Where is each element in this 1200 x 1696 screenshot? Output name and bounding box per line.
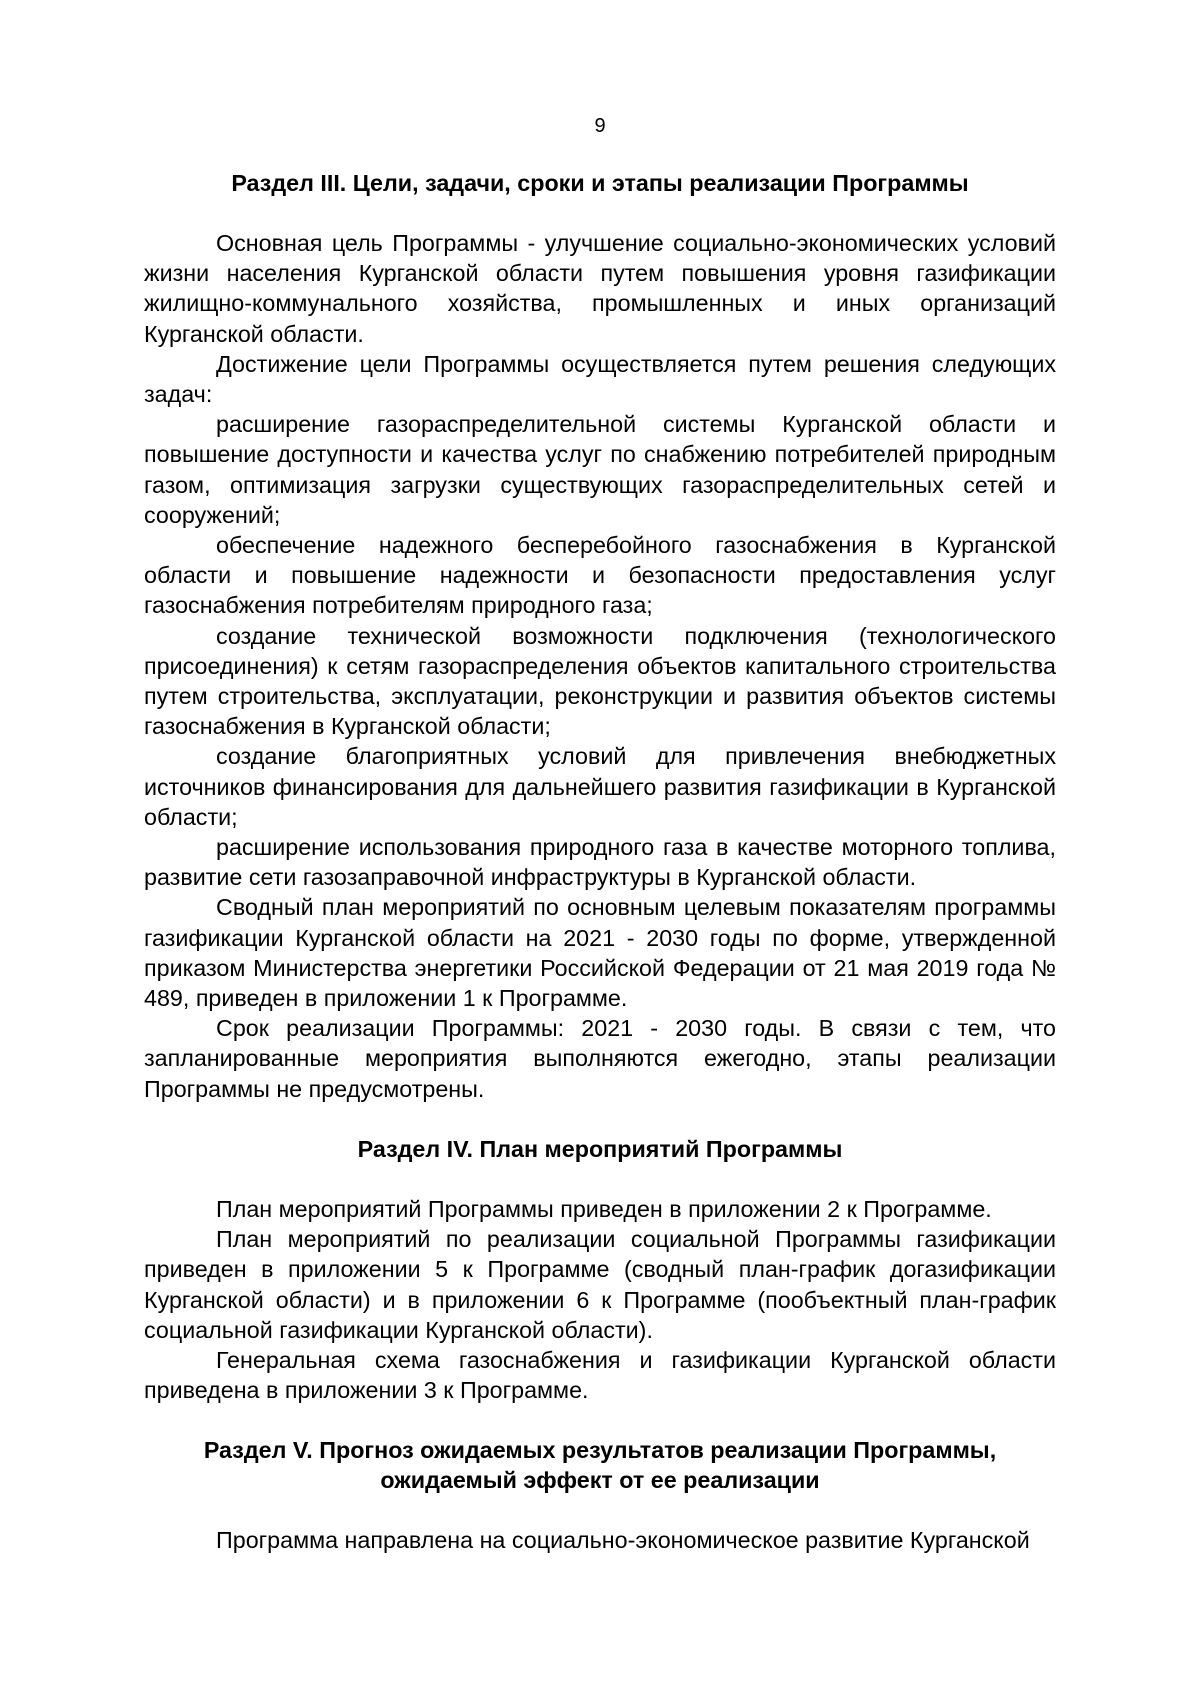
paragraph: расширение газораспределительной системы Курганской области и повышение доступности и качества услуг по снабжению потребителей природным газом, оптимизация загрузки существующих газораспределительных сетей и сооружений;: [144, 411, 1056, 528]
spacer: [144, 1405, 1056, 1435]
paragraph: Основная цель Программы - улучшение социально-экономических условий жизни населения Курганской области путем повышения уровня газификации жилищно-коммунального хозяйства, промышленных и иных организаций Курганской области.: [144, 230, 1056, 347]
paragraph: План мероприятий Программы приведен в приложении 2 к Программе.: [216, 1195, 992, 1222]
section-5-heading: [144, 1435, 1056, 1495]
section-5-heading-line-1: Раздел V. Прогноз ожидаемых результатов реализации Программы,: [203, 1437, 997, 1464]
paragraph: План мероприятий по реализации социальной Программы газификации приведен в приложении 5 к Программе (сводный план-график догазификации Курганской области) и в приложении 6 к Программе (пообъектный план-график социальной газификации Курганской области).: [144, 1226, 1056, 1343]
spacer: [144, 1104, 1056, 1134]
document-body: [144, 168, 1056, 1556]
page-number: 9: [594, 115, 606, 137]
spacer: [144, 1164, 1056, 1194]
section-5-heading-line-2: ожидаемый эффект от ее реализации: [380, 1467, 820, 1494]
paragraph: Сводный план мероприятий по основным целевым показателям программы газификации Курганской области на 2021 - 2030 годы по форме, утвержденной приказом Министерства энергетики Российской Федерации от 21 мая 2019 года № 489, приведен в приложении 1 к Программе.: [144, 894, 1056, 1012]
spacer: [144, 198, 1056, 228]
section-4-heading: Раздел IV. План мероприятий Программы: [357, 1135, 843, 1162]
paragraph: Программа направлена на социально-экономическое развитие Курганской: [216, 1527, 1030, 1554]
paragraph: Срок реализации Программы: 2021 - 2030 годы. В связи с тем, что запланированные мероприятия выполняются ежегодно, этапы реализации Программы не предусмотрены.: [144, 1015, 1056, 1102]
paragraph: создание технической возможности подключения (технологического присоединения) к сетям газораспределения объектов капитального строительства путем строительства, эксплуатации, реконструкции и развития объектов системы газоснабжения в Курганской области;: [144, 622, 1056, 740]
paragraph: обеспечение надежного бесперебойного газоснабжения в Курганской области и повышение надежности и безопасности предоставления услуг газоснабжения потребителям природного газа;: [144, 532, 1056, 619]
paragraph: Генеральная схема газоснабжения и газификации Курганской области приведена в приложении 3 к Программе.: [144, 1346, 1056, 1404]
spacer: [144, 1495, 1056, 1525]
paragraph: расширение использования природного газа в качестве моторного топлива, развитие сети газозаправочной инфраструктуры в Курганской области.: [144, 834, 1056, 891]
paragraph: создание благоприятных условий для привлечения внебюджетных источников финансирования для дальнейшего развития газификации в Курганской области;: [144, 743, 1056, 830]
paragraph: Достижение цели Программы осуществляется путем решения следующих задач:: [144, 350, 1056, 408]
section-3-heading: Раздел III. Цели, задачи, сроки и этапы реализации Программы: [231, 170, 969, 196]
